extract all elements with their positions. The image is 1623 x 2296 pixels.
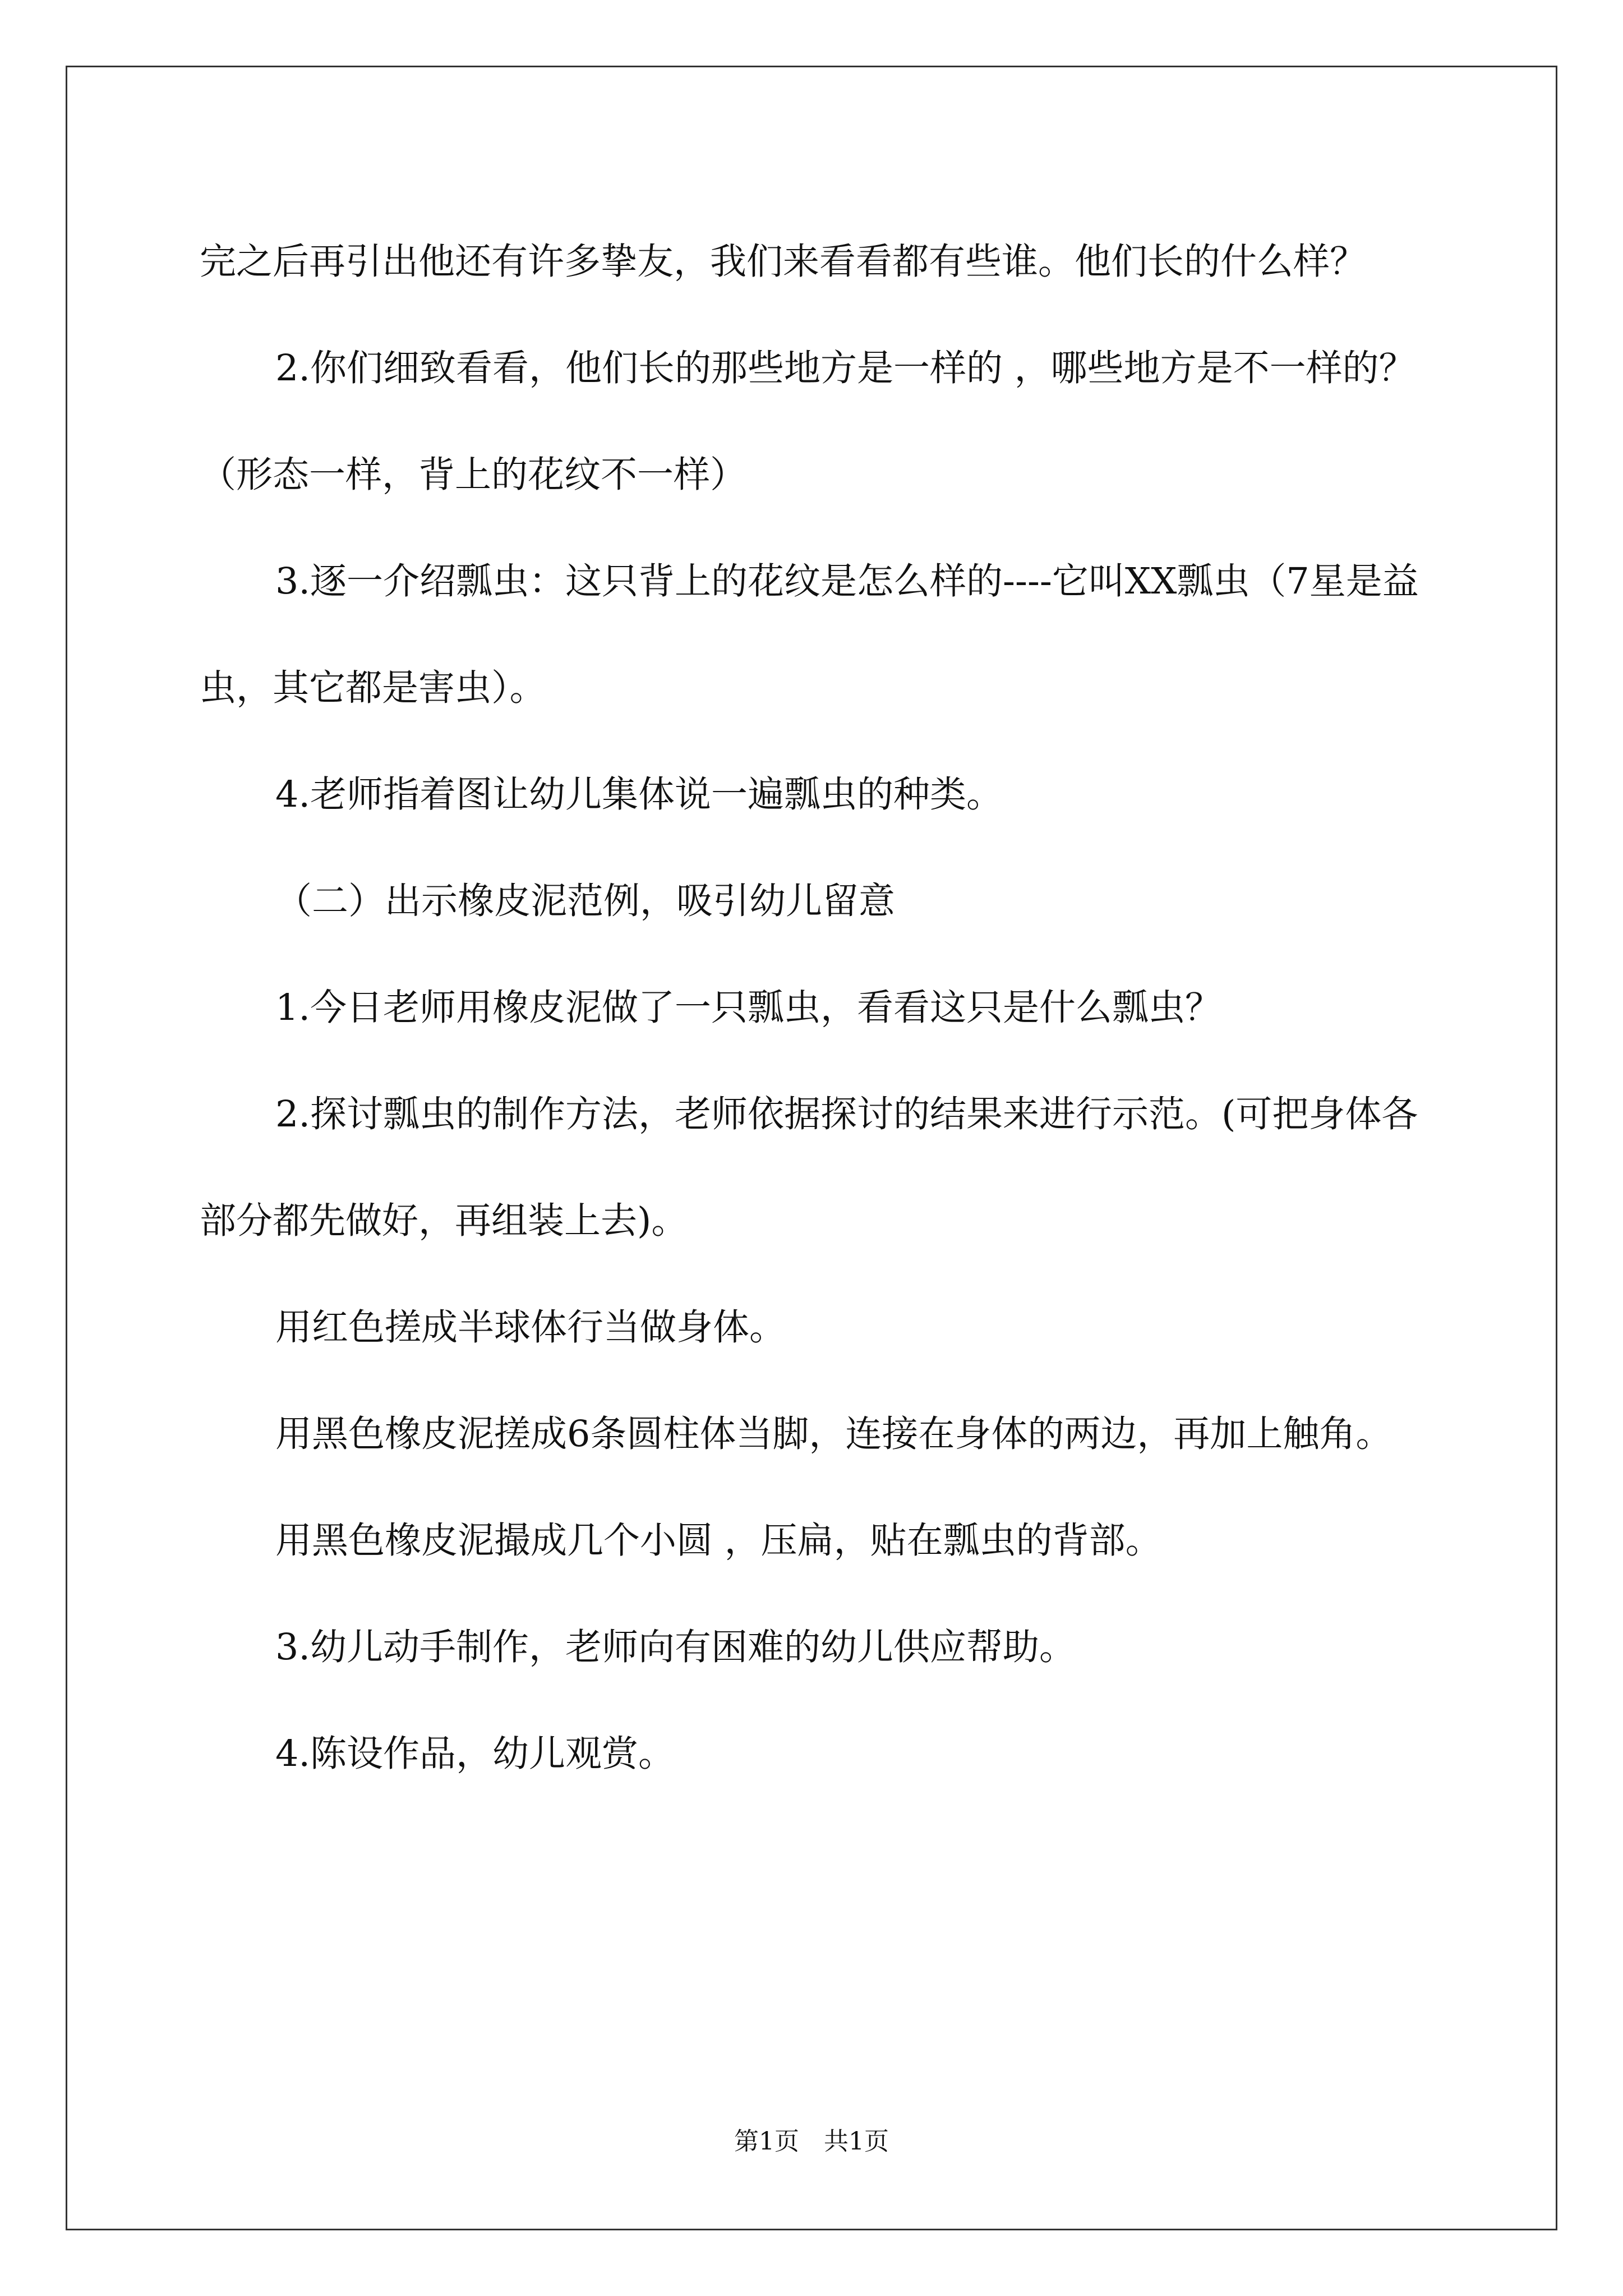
paragraph-4: 4.老师指着图让幼儿集体说一遍瓢虫的种类。 (275, 774, 1003, 816)
paragraph-3: 3.逐一介绍瓢虫：这只背上的花纹是怎么样的----它叫XX瓢虫（7星是益虫，其它都是害虫）。 (200, 560, 1419, 709)
paragraph-9: 用黑色橡皮泥搓成6条圆柱体当脚，连接在身体的两边，再加上触角。 (275, 1413, 1393, 1455)
paragraph-1: 完之后再引出他还有许多挚友，我们来看看都有些谁。他们长的什么样？ (200, 241, 1367, 283)
page-footer: 第1页 共1页 (734, 2127, 889, 2156)
section-heading: （二）出示橡皮泥范例，吸引幼儿留意 (275, 880, 896, 922)
document-body (200, 209, 1422, 1807)
paragraph-2: 2.你们细致看看，他们长的那些地方是一样的 ，哪些地方是不一样的？（形态一样，背上的花纹不一样） (200, 347, 1415, 496)
paragraph-10: 用黑色橡皮泥撮成几个小圆 ，压扁，贴在瓢虫的背部。 (275, 1520, 1162, 1562)
paragraph-12: 4.陈设作品，幼儿观赏。 (275, 1733, 675, 1775)
paragraph-7: 2.探讨瓢虫的制作方法，老师依据探讨的结果来进行示范。(可把身体各部分都先做好，再组装上去)。 (200, 1093, 1418, 1242)
paragraph-8: 用红色搓成半球体行当做身体。 (275, 1306, 786, 1349)
paragraph-11: 3.幼儿动手制作，老师向有困难的幼儿供应帮助。 (275, 1626, 1076, 1668)
paragraph-6: 1.今日老师用橡皮泥做了一只瓢虫，看看这只是什么瓢虫？ (275, 987, 1222, 1029)
